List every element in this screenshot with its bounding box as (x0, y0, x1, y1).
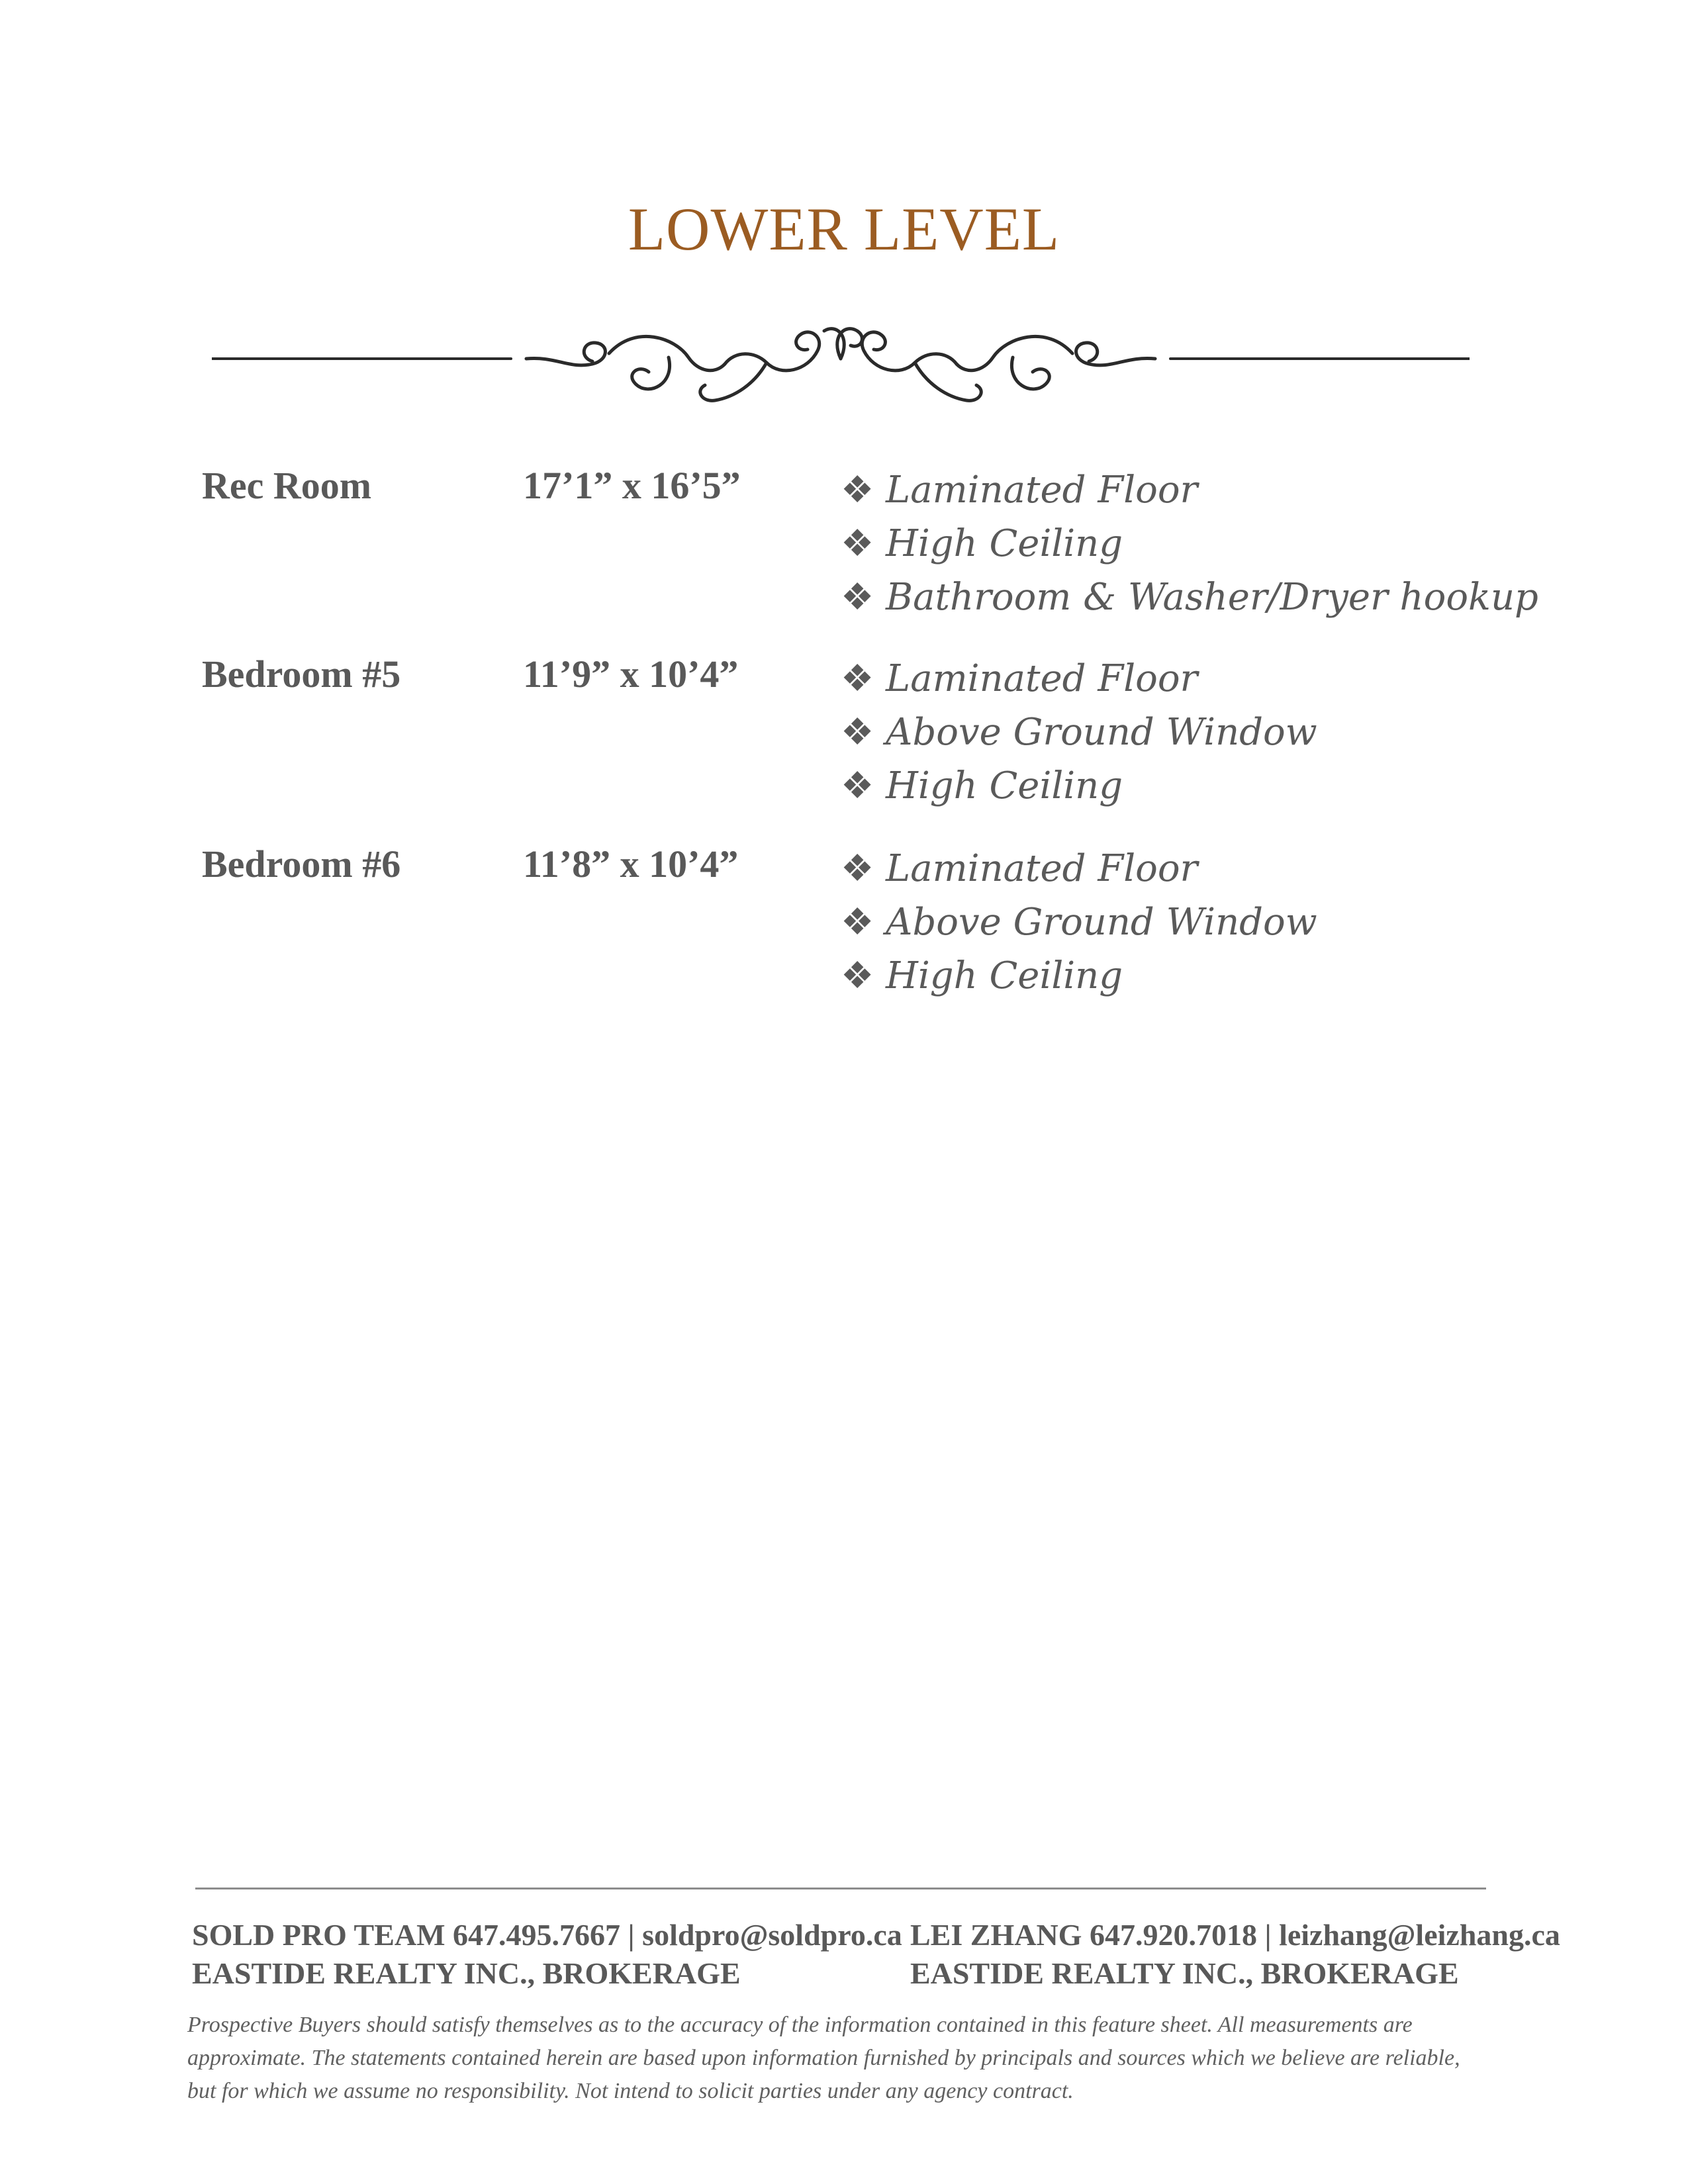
contact-block-left (192, 1916, 902, 1993)
diamond-bullet-icon: ❖ (841, 847, 874, 890)
feature-text: Above Ground Window (886, 711, 1317, 754)
feature-list (841, 652, 1317, 813)
disclaimer-text: Prospective Buyers should satisfy themselves as to the accuracy of the information contained in this feature sheet. All measurements are approximate. The statements contained herein are based upon information furnished by principals and sources which we believe are reliable, but for which we assume no responsibility. Not intend to solicit parties under any agency contract. (187, 2013, 1460, 2103)
feature-item (841, 570, 1538, 624)
brokerage-line: EASTIDE REALTY INC., BROKERAGE (910, 1956, 1459, 1990)
footer-divider (195, 1888, 1486, 1889)
flourish-divider-icon (212, 311, 1470, 417)
room-name: Bedroom #6 (202, 842, 401, 886)
contact-line: LEI ZHANG 647.920.7018 | leizhang@leizhang.ca (910, 1918, 1560, 1952)
feature-item (841, 895, 1317, 949)
room-name: Bedroom #5 (202, 653, 401, 696)
feature-item (841, 652, 1317, 705)
diamond-bullet-icon: ❖ (841, 954, 874, 997)
feature-item (841, 759, 1317, 813)
feature-item (841, 705, 1317, 759)
brokerage-line: EASTIDE REALTY INC., BROKERAGE (192, 1956, 741, 1990)
room-dimensions: 11’8” x 10’4” (523, 842, 739, 886)
feature-text: Laminated Floor (886, 657, 1198, 700)
diamond-bullet-icon: ❖ (841, 657, 874, 700)
feature-item (841, 463, 1538, 517)
room-dimensions: 17’1” x 16’5” (523, 464, 741, 507)
diamond-bullet-icon: ❖ (841, 711, 874, 754)
diamond-bullet-icon: ❖ (841, 576, 874, 619)
feature-text: High Ceiling (886, 522, 1123, 565)
contact-block-right (910, 1916, 1560, 1993)
room-dimensions: 11’9” x 10’4” (523, 653, 739, 696)
room-name: Rec Room (202, 464, 372, 507)
feature-text: Laminated Floor (886, 469, 1198, 512)
feature-text: Bathroom & Washer/Dryer hookup (886, 576, 1538, 619)
feature-list (841, 842, 1317, 1003)
diamond-bullet-icon: ❖ (841, 764, 874, 807)
feature-text: High Ceiling (886, 764, 1123, 807)
feature-text: Laminated Floor (886, 847, 1198, 890)
feature-list (841, 463, 1538, 624)
diamond-bullet-icon: ❖ (841, 901, 874, 944)
feature-item (841, 517, 1538, 570)
feature-item (841, 842, 1317, 895)
feature-text: High Ceiling (886, 954, 1123, 997)
feature-text: Above Ground Window (886, 901, 1317, 944)
diamond-bullet-icon: ❖ (841, 522, 874, 565)
feature-item (841, 949, 1317, 1003)
diamond-bullet-icon: ❖ (841, 469, 874, 512)
contact-line: SOLD PRO TEAM 647.495.7667 | soldpro@soldpro.ca (192, 1918, 902, 1952)
page-title: LOWER LEVEL (628, 195, 1060, 263)
